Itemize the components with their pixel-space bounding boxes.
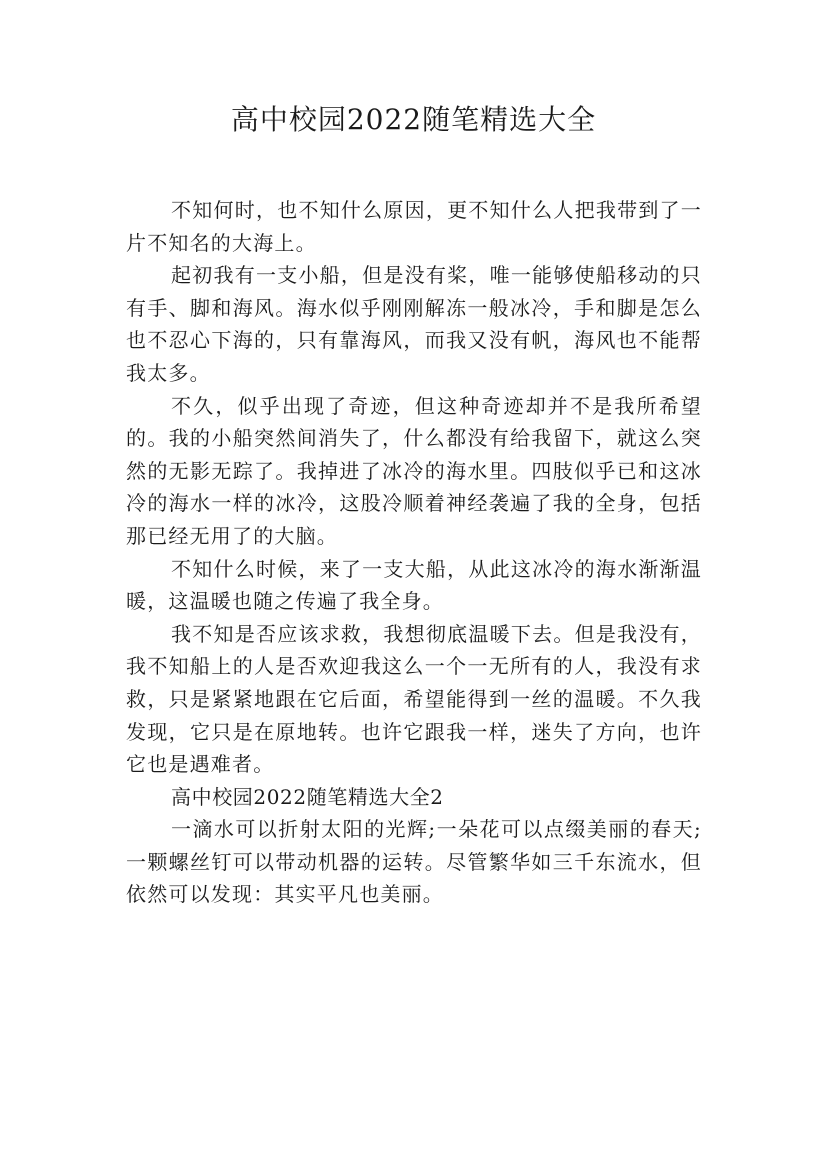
section-subtitle: 高中校园2022随笔精选大全2	[171, 784, 444, 809]
paragraph: 我不知是否应该求救，我想彻底温暖下去。但是我没有，我不知船上的人是否欢迎我这么一个一无所有的人，我没有求救，只是紧紧地跟在它后面，希望能得到一丝的温暖。不久我发现，它只是在原地转。也许它跟我一样，迷失了方向，也许它也是遇难者。	[126, 621, 702, 777]
document-title: 高中校园2022随笔精选大全	[230, 103, 597, 136]
document-body	[126, 194, 702, 911]
paragraph: 起初我有一支小船，但是没有桨，唯一能够使船移动的只有手、脚和海风。海水似乎刚刚解冻一般冰冷，手和脚是怎么也不忍心下海的，只有靠海风，而我又没有帆，海风也不能帮我太多。	[126, 263, 702, 385]
paragraph: 不久，似乎出现了奇迹，但这种奇迹却并不是我所希望的。我的小船突然间消失了，什么都没有给我留下，就这么突然的无影无踪了。我掉进了冰冷的海水里。四肢似乎已和这冰冷的海水一样的冰冷，这股冷顺着神经袭遍了我的全身，包括那已经无用了的大脑。	[126, 393, 702, 548]
paragraph: 不知何时，也不知什么原因，更不知什么人把我带到了一片不知名的大海上。	[126, 198, 702, 255]
paragraph: 一滴水可以折射太阳的光辉;一朵花可以点缀美丽的春天;一颗螺丝钉可以带动机器的运转。尽管繁华如三千东流水，但依然可以发现：其实平凡也美丽。	[126, 817, 702, 907]
paragraph: 不知什么时候，来了一支大船，从此这冰冷的海水渐渐温暖，这温暖也随之传遍了我全身。	[126, 556, 702, 614]
